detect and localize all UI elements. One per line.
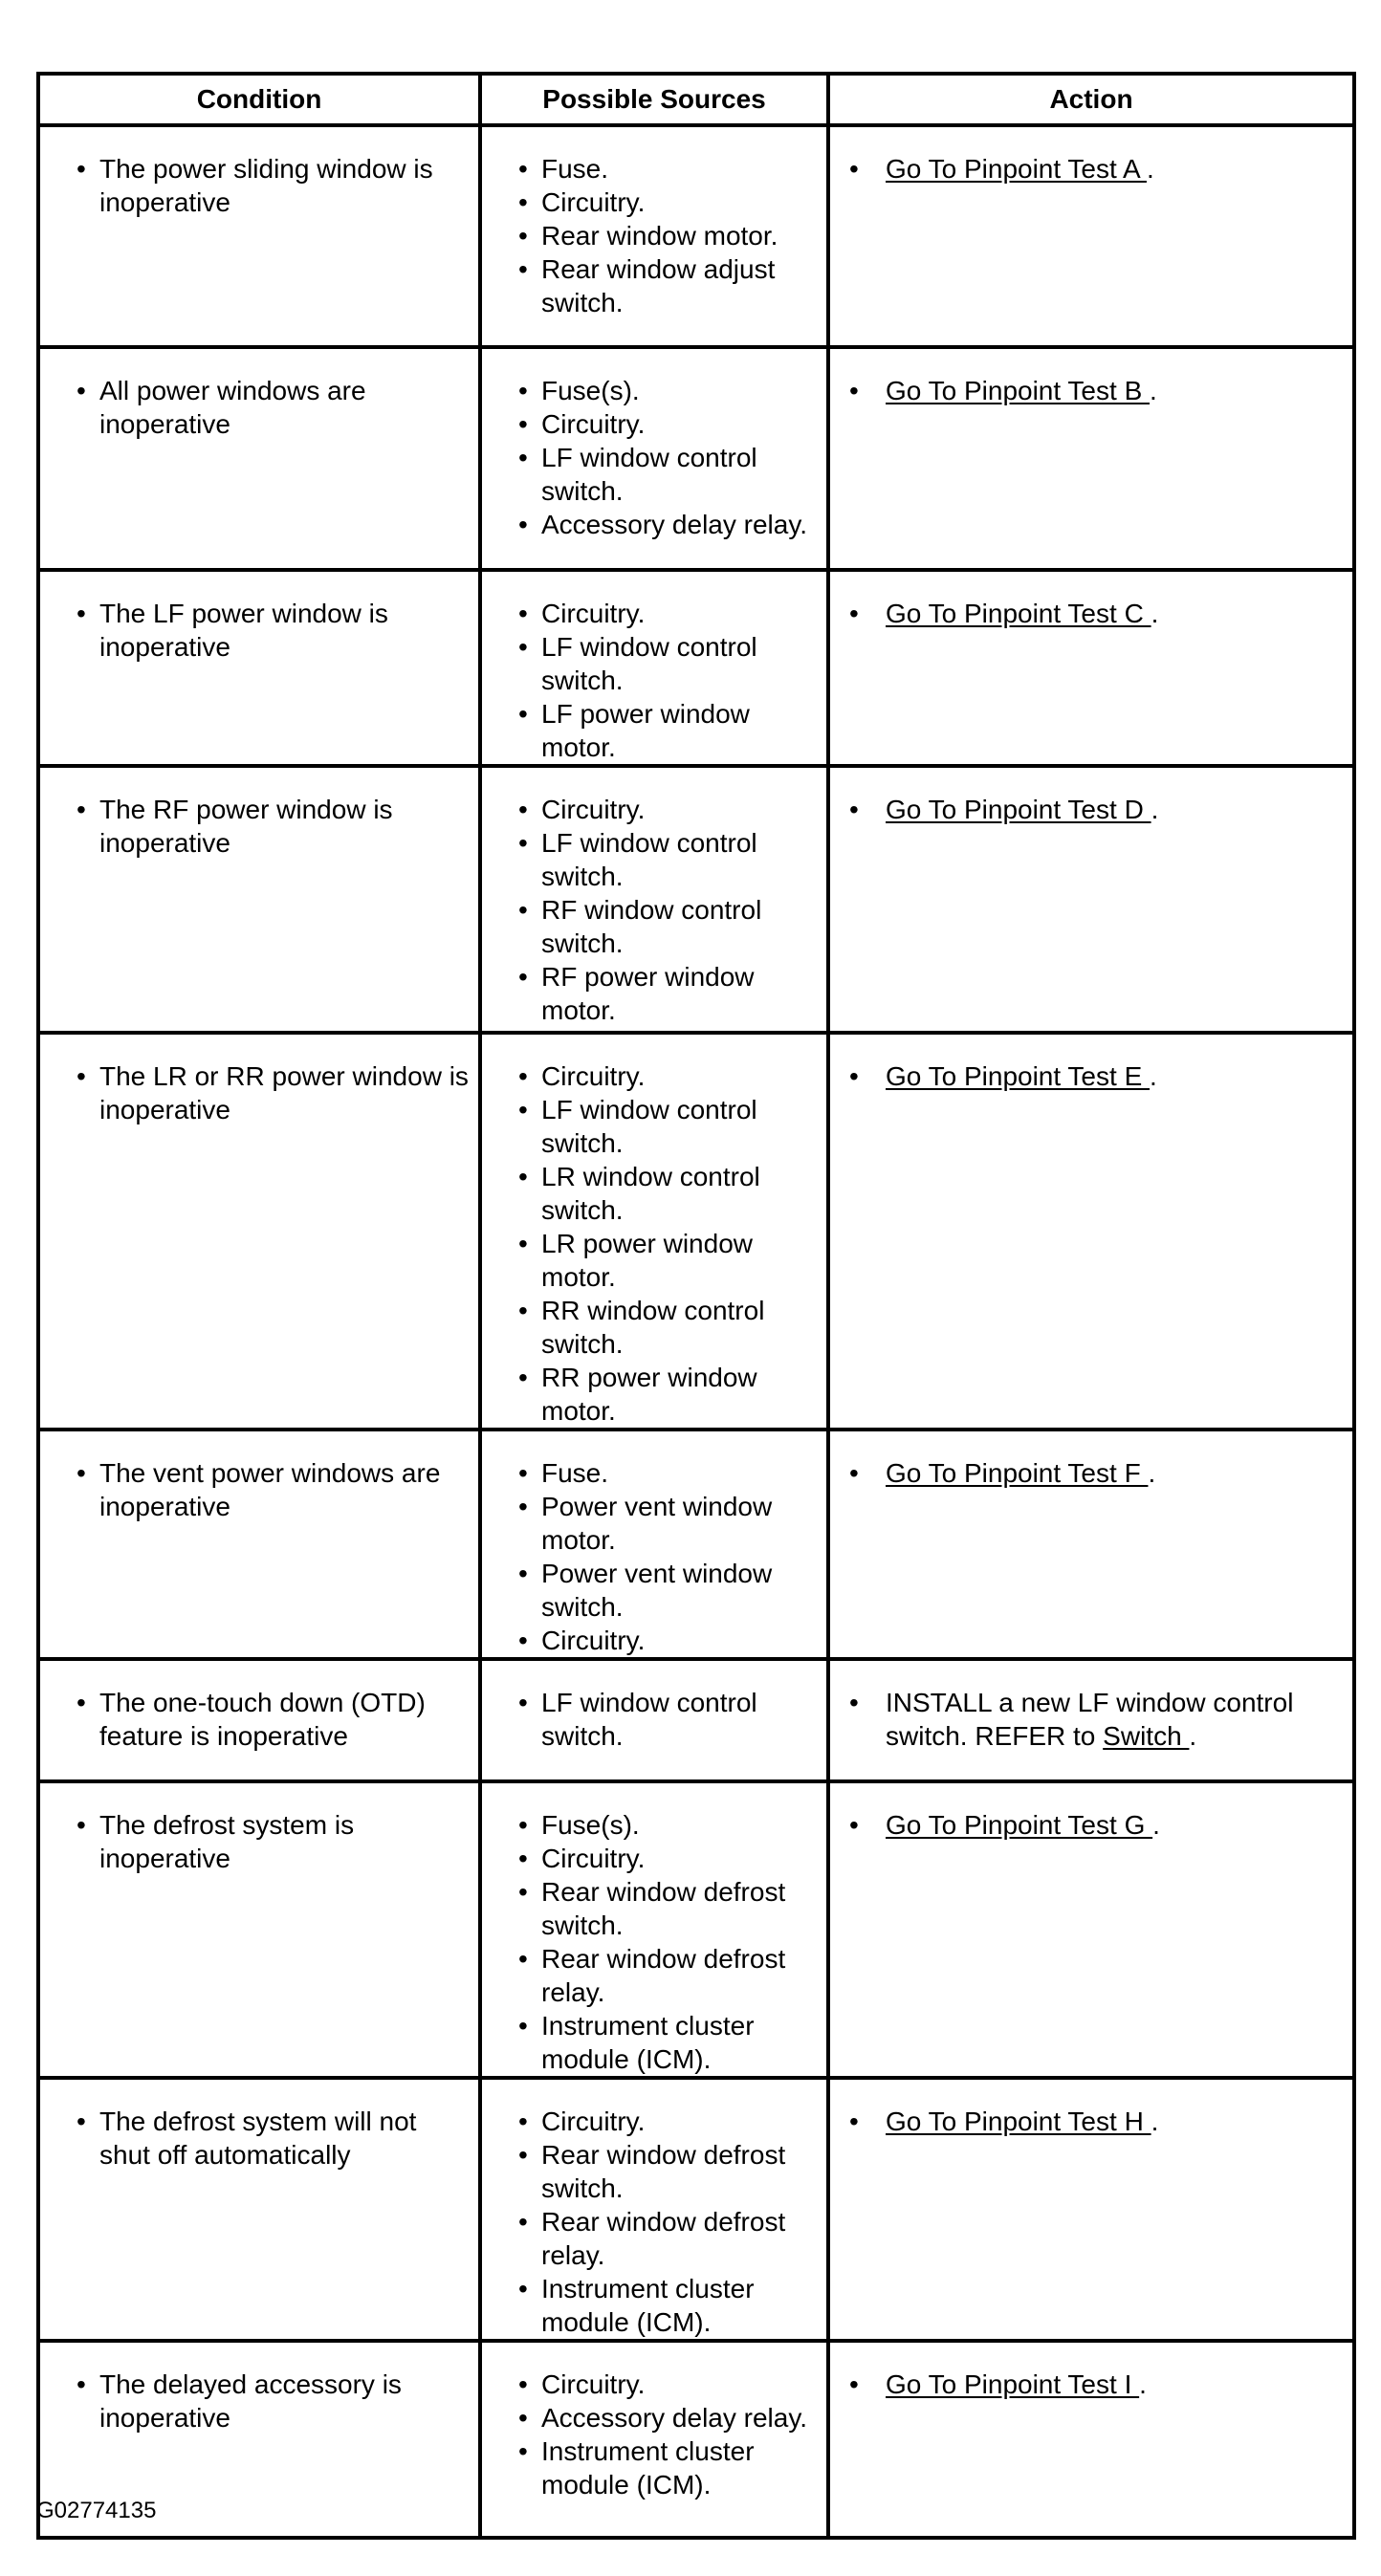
action-item (830, 597, 1345, 630)
source-item: • LF window control switch. (482, 630, 819, 697)
source-item: • Rear window defrost switch. (482, 1875, 819, 1942)
action-item (830, 2368, 1345, 2401)
condition-cell (38, 125, 480, 347)
possible-sources-cell (480, 347, 828, 570)
source-item: • Circuitry. (482, 407, 819, 441)
possible-sources-cell (480, 766, 828, 1033)
possible-sources-cell (480, 1781, 828, 2078)
condition-text: • The defrost system will not shut off automatically (40, 2105, 471, 2172)
source-item: • Fuse. (482, 152, 819, 186)
source-item: • Circuitry. (482, 1624, 819, 1657)
source-item: • LF window control switch. (482, 826, 819, 893)
source-item: • Rear window defrost switch. (482, 2138, 819, 2205)
action-text: INSTALL a new LF window control switch. REFER to (886, 1688, 1294, 1751)
pinpoint-test-link[interactable]: Go To Pinpoint Test B (886, 376, 1151, 405)
condition-cell (38, 766, 480, 1033)
action-list (830, 1456, 1345, 1490)
pinpoint-test-link[interactable]: Go To Pinpoint Test H (886, 2107, 1151, 2136)
table-row (38, 570, 1354, 766)
condition-text: • The power sliding window is inoperative (40, 152, 471, 219)
action-cell (828, 1033, 1354, 1430)
action-suffix: . (1151, 599, 1159, 628)
sources-list (482, 2105, 819, 2339)
table-row (38, 125, 1354, 347)
source-item: • Circuitry. (482, 1842, 819, 1875)
table-row (38, 2078, 1354, 2341)
condition-text: • The LR or RR power window is inoperative (40, 1059, 471, 1126)
table-row (38, 1781, 1354, 2078)
sources-list (482, 1059, 819, 1428)
action-suffix: . (1146, 154, 1154, 184)
action-item (830, 1686, 1345, 1753)
sources-list (482, 1808, 819, 2076)
source-item: • LR window control switch. (482, 1160, 819, 1227)
source-item: • Circuitry. (482, 1059, 819, 1093)
condition-cell (38, 347, 480, 570)
action-header: Action (828, 74, 1354, 125)
action-list (830, 1059, 1345, 1093)
condition-text: • The defrost system is inoperative (40, 1808, 471, 1875)
action-cell (828, 570, 1354, 766)
condition-list (40, 793, 471, 860)
action-suffix: . (1148, 1458, 1156, 1488)
table-row (38, 766, 1354, 1033)
source-item: • Instrument cluster module (ICM). (482, 2272, 819, 2339)
action-cell (828, 1659, 1354, 1781)
action-cell (828, 2341, 1354, 2538)
action-cell (828, 1430, 1354, 1659)
sources-list (482, 2368, 819, 2501)
action-suffix: . (1152, 1810, 1160, 1840)
diagnosis-table (36, 72, 1356, 2540)
sources-list (482, 152, 819, 319)
condition-cell (38, 1781, 480, 2078)
possible-sources-cell (480, 570, 828, 766)
action-cell (828, 347, 1354, 570)
sources-list (482, 374, 819, 541)
action-cell (828, 125, 1354, 347)
condition-text: • The vent power windows are inoperative (40, 1456, 471, 1523)
source-item: • LF window control switch. (482, 1093, 819, 1160)
possible-sources-cell (480, 125, 828, 347)
possible-sources-header: Possible Sources (480, 74, 828, 125)
action-suffix: . (1150, 1061, 1157, 1091)
pinpoint-test-link[interactable]: Go To Pinpoint Test F (886, 1458, 1149, 1488)
action-item (830, 793, 1345, 826)
source-item: • Fuse(s). (482, 374, 819, 407)
pinpoint-test-link[interactable]: Go To Pinpoint Test I (886, 2369, 1140, 2399)
source-item: • RR power window motor. (482, 1361, 819, 1428)
source-item: • LF window control switch. (482, 1686, 819, 1753)
table-row (38, 1033, 1354, 1430)
action-list (830, 2105, 1345, 2138)
condition-text: • All power windows are inoperative (40, 374, 471, 441)
source-item: • RR window control switch. (482, 1294, 819, 1361)
condition-list (40, 1456, 471, 1523)
condition-list (40, 2105, 471, 2172)
possible-sources-cell (480, 1659, 828, 1781)
source-item: • Rear window defrost relay. (482, 1942, 819, 2009)
condition-text: • The delayed accessory is inoperative (40, 2368, 471, 2434)
source-item: • LF power window motor. (482, 697, 819, 764)
source-item: • Circuitry. (482, 2105, 819, 2138)
action-item (830, 374, 1345, 407)
possible-sources-cell (480, 2078, 828, 2341)
sources-list (482, 793, 819, 1027)
action-suffix: . (1151, 2107, 1159, 2136)
source-item: • Power vent window switch. (482, 1557, 819, 1624)
source-item: • Circuitry. (482, 2368, 819, 2401)
source-item: • Fuse. (482, 1456, 819, 1490)
condition-text: • The RF power window is inoperative (40, 793, 471, 860)
table-row (38, 1659, 1354, 1781)
condition-list (40, 2368, 471, 2434)
action-item (830, 1456, 1345, 1490)
action-list (830, 1686, 1345, 1753)
table-row (38, 2341, 1354, 2538)
action-list (830, 597, 1345, 630)
condition-cell (38, 1659, 480, 1781)
condition-text: • The one-touch down (OTD) feature is inoperative (40, 1686, 471, 1753)
action-list (830, 1808, 1345, 1842)
source-item: • Instrument cluster module (ICM). (482, 2434, 819, 2501)
source-item: • Rear window defrost relay. (482, 2205, 819, 2272)
source-item: • Accessory delay relay. (482, 2401, 819, 2434)
action-cell (828, 766, 1354, 1033)
action-suffix: . (1189, 1721, 1197, 1751)
pinpoint-test-link[interactable]: Go To Pinpoint Test D (886, 795, 1151, 824)
action-list (830, 793, 1345, 826)
pinpoint-test-link[interactable]: Go To Pinpoint Test G (886, 1810, 1153, 1840)
figure-id: G02774135 (36, 2498, 157, 2523)
pinpoint-test-link[interactable]: Go To Pinpoint Test C (886, 599, 1151, 628)
action-cell (828, 1781, 1354, 2078)
source-item: • RF window control switch. (482, 893, 819, 960)
action-cell (828, 2078, 1354, 2341)
condition-cell (38, 2078, 480, 2341)
possible-sources-cell (480, 1033, 828, 1430)
sources-list (482, 597, 819, 764)
source-item: • LF window control switch. (482, 441, 819, 508)
sources-list (482, 1686, 819, 1753)
action-item (830, 152, 1345, 186)
source-item: • Accessory delay relay. (482, 508, 819, 541)
action-suffix: . (1139, 2369, 1147, 2399)
condition-list (40, 1686, 471, 1753)
table-row (38, 347, 1354, 570)
condition-header: Condition (38, 74, 480, 125)
table-row (38, 1430, 1354, 1659)
condition-cell (38, 570, 480, 766)
source-item: • Circuitry. (482, 793, 819, 826)
condition-list (40, 152, 471, 219)
action-item (830, 1059, 1345, 1093)
action-list (830, 152, 1345, 186)
source-item: • Power vent window motor. (482, 1490, 819, 1557)
condition-list (40, 1808, 471, 1875)
condition-list (40, 374, 471, 441)
action-list (830, 374, 1345, 407)
source-item: • RF power window motor. (482, 960, 819, 1027)
source-item: • Rear window adjust switch. (482, 252, 819, 319)
sources-list (482, 1456, 819, 1657)
pinpoint-test-link[interactable]: Go To Pinpoint Test E (886, 1061, 1151, 1091)
action-list (830, 2368, 1345, 2401)
condition-text: • The LF power window is inoperative (40, 597, 471, 664)
source-item: • Circuitry. (482, 186, 819, 219)
source-item: • Rear window motor. (482, 219, 819, 252)
source-item: • LR power window motor. (482, 1227, 819, 1294)
action-item (830, 1808, 1345, 1842)
condition-list (40, 1059, 471, 1126)
source-item: • Circuitry. (482, 597, 819, 630)
action-suffix: . (1151, 795, 1159, 824)
condition-list (40, 597, 471, 664)
source-item: • Fuse(s). (482, 1808, 819, 1842)
pinpoint-test-link[interactable]: Go To Pinpoint Test A (886, 154, 1147, 184)
table-body (38, 125, 1354, 2538)
action-suffix: . (1150, 376, 1157, 405)
table-header-row (38, 74, 1354, 125)
pinpoint-test-link[interactable]: Switch (1103, 1721, 1190, 1751)
possible-sources-cell (480, 2341, 828, 2538)
action-item (830, 2105, 1345, 2138)
source-item: • Instrument cluster module (ICM). (482, 2009, 819, 2076)
condition-cell (38, 1430, 480, 1659)
condition-cell (38, 1033, 480, 1430)
possible-sources-cell (480, 1430, 828, 1659)
